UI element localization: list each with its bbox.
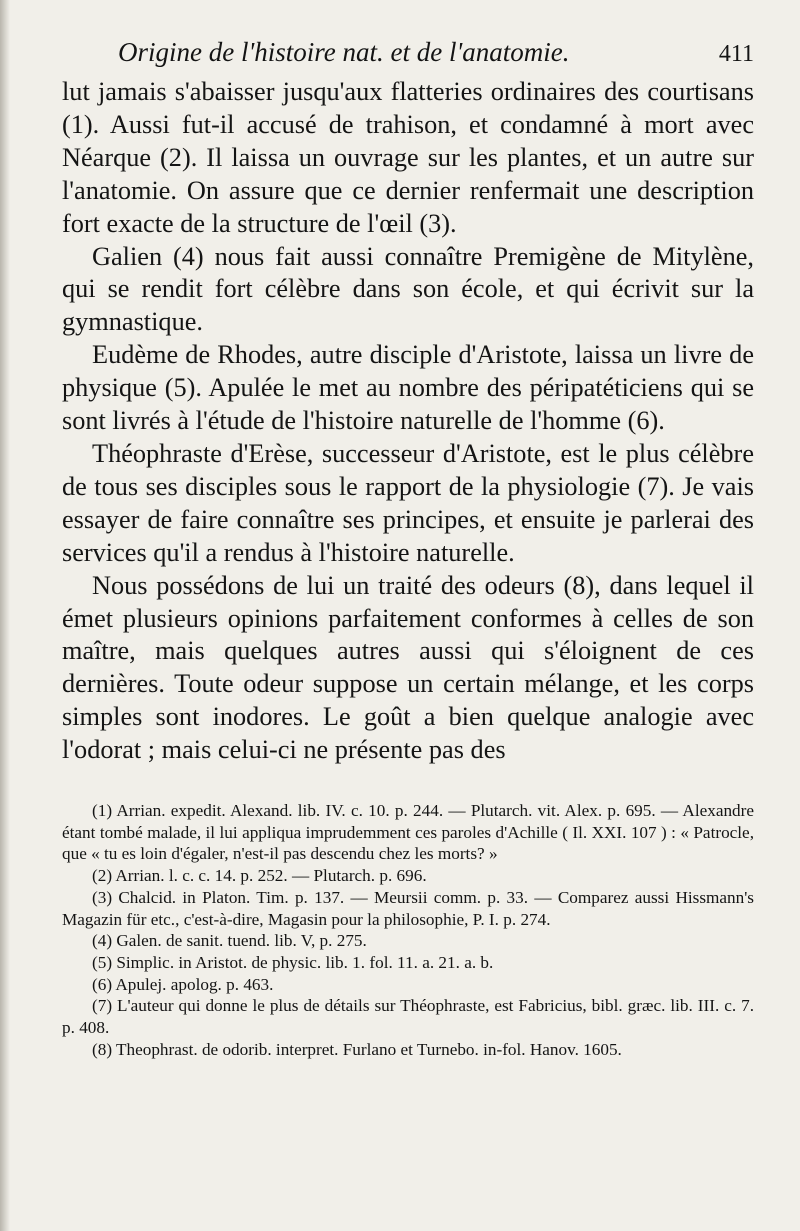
footnote: (8) Theophrast. de odorib. interpret. Furlano et Turnebo. in-fol. Hanov. 1605.	[92, 1039, 622, 1059]
footnotes	[62, 800, 754, 1060]
main-text	[62, 76, 754, 767]
paragraph: lut jamais s'abaisser jusqu'aux flatteries ordinaires des courtisans (1). Aussi fut-il accusé de trahison, et condamné à mort avec Néarque (2). Il laissa un ouvrage sur les plantes, et un autre sur l'anatomie. On assure que ce dernier renfermait une description fort exacte de la structure de l'œil (3).	[62, 77, 754, 238]
running-title: Origine de l'histoire nat. et de l'anatomie.	[118, 37, 570, 67]
page-header	[118, 34, 754, 72]
footnote: (6) Apulej. apolog. p. 463.	[92, 974, 274, 994]
paragraph: Théophraste d'Erèse, successeur d'Aristote, est le plus célèbre de tous ses disciples sous le rapport de la physiologie (7). Je vais essayer de faire connaître ses principes, et ensuite je parlerai des services qu'il a rendus à l'histoire naturelle.	[62, 438, 754, 567]
paragraph: Eudème de Rhodes, autre disciple d'Aristote, laissa un livre de physique (5). Apulée le met au nombre des péripatéticiens qui se sont livrés à l'étude de l'histoire naturelle de l'homme (6).	[62, 340, 754, 436]
footnote: (7) L'auteur qui donne le plus de détails sur Théophraste, est Fabricius, bibl. græc. lib. III. c. 7. p. 408.	[62, 996, 754, 1038]
footnote: (3) Chalcid. in Platon. Tim. p. 137. — Meursii comm. p. 33. — Comparez aussi Hissmann's Magazin für etc., c'est-à-dire, Magasin pour la philosophie, P. I. p. 274.	[62, 887, 754, 929]
footnote: (4) Galen. de sanit. tuend. lib. V, p. 275.	[92, 931, 367, 951]
page-number: 411	[718, 41, 754, 67]
paragraph: Galien (4) nous fait aussi connaître Premigène de Mitylène, qui se rendit fort célèbre dans son école, et qui écrivit sur la gymnastique.	[62, 241, 754, 337]
page-gutter-shadow	[0, 0, 10, 1231]
footnote: (5) Simplic. in Aristot. de physic. lib. 1. fol. 11. a. 21. a. b.	[92, 952, 494, 972]
footnote: (2) Arrian. l. c. c. 14. p. 252. — Plutarch. p. 696.	[92, 866, 427, 886]
paragraph: Nous possédons de lui un traité des odeurs (8), dans lequel il émet plusieurs opinions parfaitement conformes à celles de son maître, mais quelques autres aussi qui s'éloignent de ces dernières. Toute odeur suppose un certain mélange, et les corps simples sont inodores. Le goût a bien quelque analogie avec l'odorat ; mais celui-ci ne présente pas des	[62, 570, 754, 765]
footnote: (1) Arrian. expedit. Alexand. lib. IV. c. 10. p. 244. — Plutarch. vit. Alex. p. 695. — Alexandre étant tombé malade, il lui appliqua imprudemment ces paroles d'Achille ( Il. XXI. 107 ) : « Patrocle, que « tu es loin d'égaler, n'est-il pas descendu chez les morts? »	[62, 801, 754, 864]
